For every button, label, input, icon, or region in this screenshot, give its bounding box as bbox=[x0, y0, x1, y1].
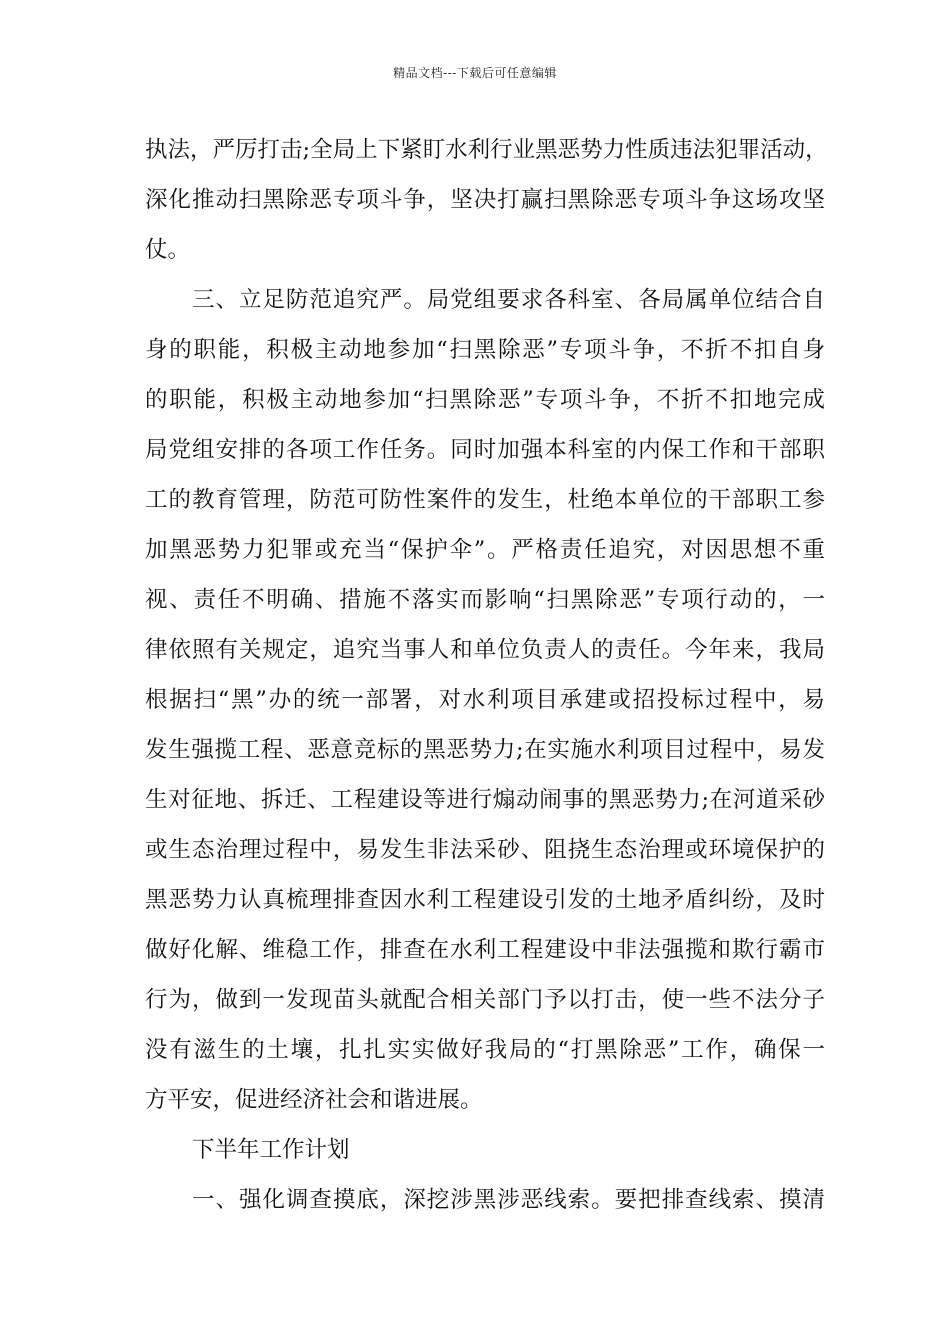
text-line: 视、责任不明确、措施不落实而影响“扫黑除恶”专项行动的，一 bbox=[145, 587, 825, 613]
text-line: 身的职能，积极主动地参加“扫黑除恶”专项斗争，不折不扣自身 bbox=[145, 337, 825, 363]
text-line: 的职能，积极主动地参加“扫黑除恶”专项斗争，不折不扣地完成 bbox=[145, 387, 825, 413]
text-line: 没有滋生的土壤，扎扎实实做好我局的“打黑除恶”工作，确保一 bbox=[145, 1037, 825, 1063]
section-heading: 下半年工作计划 bbox=[192, 1137, 350, 1163]
text-line: 黑恶势力认真梳理排查因水利工程建设引发的土地矛盾纠纷，及时 bbox=[145, 887, 825, 913]
text-line: 行为，做到一发现苗头就配合相关部门予以打击，使一些不法分子 bbox=[145, 987, 825, 1013]
text-line: 律依照有关规定，追究当事人和单位负责人的责任。今年来，我局 bbox=[145, 637, 825, 663]
text-line: 做好化解、维稳工作，排查在水利工程建设中非法强揽和欺行霸市 bbox=[145, 937, 825, 963]
text-line: 或生态治理过程中，易发生非法采砂、阻挠生态治理或环境保护的 bbox=[145, 837, 825, 863]
text-line: 仗。 bbox=[145, 237, 191, 263]
text-line: 局党组安排的各项工作任务。同时加强本科室的内保工作和干部职 bbox=[145, 437, 825, 463]
text-line: 加黑恶势力犯罪或充当“保护伞”。严格责任追究，对因思想不重 bbox=[145, 537, 825, 563]
paragraph-start-line: 一、强化调查摸底，深挖涉黑涉恶线索。要把排查线索、摸清 bbox=[192, 1187, 825, 1213]
text-line: 执法，严厉打击;全局上下紧盯水利行业黑恶势力性质违法犯罪活动， bbox=[145, 137, 828, 163]
text-line: 根据扫“黑”办的统一部署，对水利项目承建或招投标过程中，易 bbox=[145, 687, 825, 713]
text-line: 发生强揽工程、恶意竞标的黑恶势力;在实施水利项目过程中，易发 bbox=[145, 737, 825, 763]
text-line: 方平安，促进经济社会和谐进展。 bbox=[145, 1087, 483, 1113]
page-header: 精品文档---下载后可任意编辑 bbox=[393, 66, 557, 80]
text-line: 生对征地、拆迁、工程建设等进行煽动闹事的黑恶势力;在河道采砂 bbox=[145, 787, 825, 813]
text-line: 深化推动扫黑除恶专项斗争，坚决打赢扫黑除恶专项斗争这场攻坚 bbox=[145, 187, 825, 213]
paragraph-start-line: 三、立足防范追究严。局党组要求各科室、各局属单位结合自 bbox=[192, 287, 825, 313]
text-line: 工的教育管理，防范可防性案件的发生，杜绝本单位的干部职工参 bbox=[145, 487, 825, 513]
